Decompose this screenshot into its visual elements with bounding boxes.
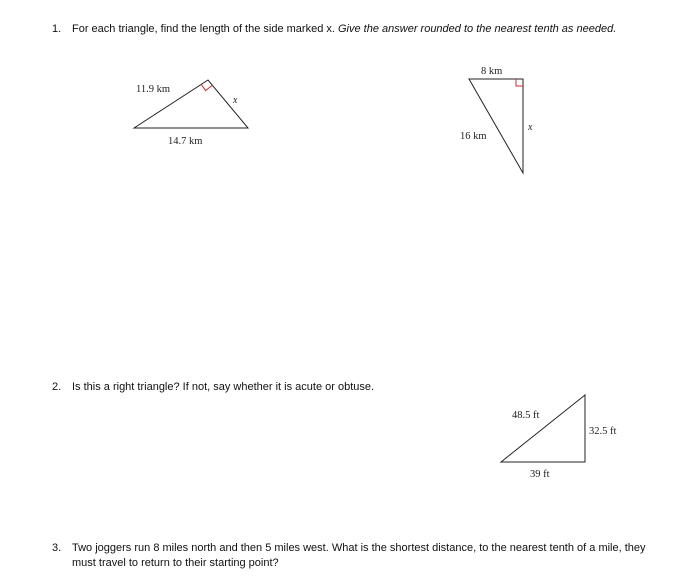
triangle-c-shape <box>501 395 585 462</box>
question-3-number: 3. <box>52 542 62 554</box>
question-1-number: 1. <box>52 23 62 35</box>
question-1-text: For each triangle, find the length of the side marked x. <box>72 23 335 35</box>
question-1-instruction: Give the answer rounded to the nearest tenth as needed. <box>338 23 617 35</box>
triangle-c-figure <box>495 390 635 485</box>
triangle-b-top-label: 8 km <box>481 66 503 77</box>
question-2-number: 2. <box>52 381 62 393</box>
triangle-a-side2-label: 14.7 km <box>168 136 203 147</box>
triangle-b-unknown-label: x <box>528 122 533 133</box>
triangle-a-figure <box>130 70 260 150</box>
triangle-a-right-angle-mark <box>201 84 212 90</box>
triangle-a-unknown-label: x <box>233 95 238 106</box>
triangle-c-bottom-label: 39 ft <box>530 469 550 480</box>
triangle-a-side1-label: 11.9 km <box>136 84 171 95</box>
triangle-c-hyp-label: 48.5 ft <box>512 410 540 421</box>
triangle-b-right-angle-mark <box>516 79 523 86</box>
question-2-text: Is this a right triangle? If not, say whether it is acute or obtuse. <box>72 381 375 393</box>
question-3 <box>52 541 652 571</box>
triangle-b-figure <box>455 60 555 180</box>
triangle-c-right-label: 32.5 ft <box>589 426 617 437</box>
triangle-b-shape <box>469 79 523 173</box>
triangle-b-left-label: 16 km <box>460 131 487 142</box>
question-3-text: Two joggers run 8 miles north and then 5 miles west. What is the shortest distance, to the nearest tenth of a mile, they must travel to return to their starting point? <box>72 542 646 569</box>
question-1 <box>52 22 672 37</box>
